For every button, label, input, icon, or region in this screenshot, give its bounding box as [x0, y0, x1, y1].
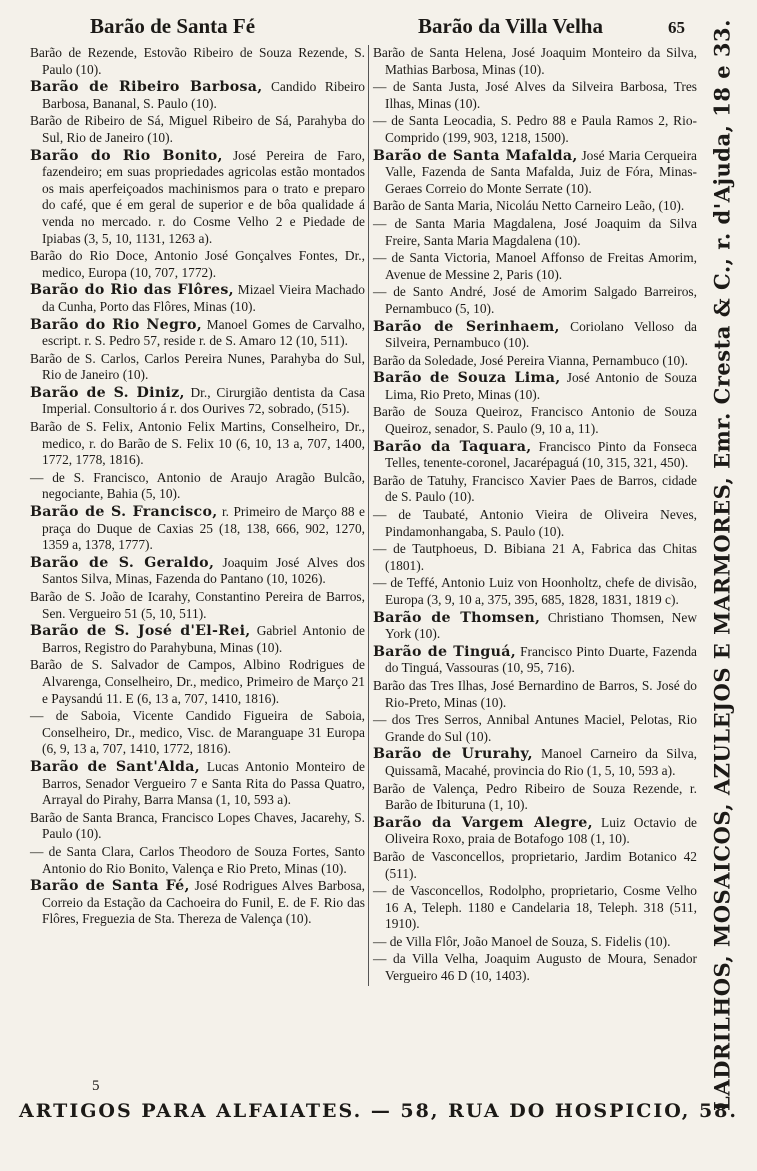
entry-heading: Barão de Tinguá, — [373, 643, 517, 660]
directory-entry — [30, 79, 365, 112]
entry-text: José Rodrigues Alves Barbosa, Correio da Estação da Cachoeira do Funil, E. de F. Rio das Flôres, Freguezia de Sta. Thereza de Valença (10). — [42, 878, 365, 927]
entry-text: Barão de Vasconcellos, proprietario, Jardim Botanico 42 (511). — [373, 848, 697, 881]
entry-text: Barão de S. Felix, Antonio Felix Martins, Conselheiro, Dr., medico, r. do Barão de S. Felix 10 (6, 10, 13 a, 707, 1400, 1772, 1778, 1816). — [30, 419, 365, 468]
entry-text: Coriolano Velloso da Silveira, Pernambuco (10). — [385, 318, 697, 351]
directory-entry — [373, 370, 697, 403]
entry-text: Mizael Vieira Machado da Cunha, Porto das Flôres, Minas (10). — [42, 282, 365, 314]
entry-text: Barão da Soledade, José Pereira Vianna, Pernambuco (10). — [373, 352, 689, 368]
entry-text: — de Santa Justa, José Alves da Silveira Barbosa, Tres Ilhas, Minas (10). — [373, 79, 697, 111]
directory-entry — [373, 198, 697, 215]
entry-heading: Barão do Rio Negro, — [30, 316, 202, 333]
directory-entry — [30, 351, 365, 384]
directory-entry — [373, 610, 697, 643]
entry-text: — de Teffé, Antonio Luiz von Hoonholtz, chefe de divisão, Europa (3, 9, 10 a, 375, 395, 685, 1828, 1831, 1819 c). — [373, 575, 697, 607]
directory-entry — [30, 470, 365, 503]
directory-entry — [30, 282, 365, 315]
directory-entry — [30, 589, 365, 622]
entry-heading: Barão do Rio das Flôres, — [30, 282, 234, 299]
entry-heading: Barão de S. Geraldo, — [30, 554, 215, 571]
entry-text: — de Vasconcellos, Rodolpho, proprietario, Cosme Velho 16 A, Teleph. 1180 e Candelaria 18, Teleph. 318 (511, 1910). — [373, 883, 697, 932]
directory-entry — [373, 815, 697, 848]
entry-heading: Barão de Santa Mafalda, — [373, 147, 578, 164]
directory-entry — [373, 934, 697, 951]
directory-entry — [30, 148, 365, 248]
directory-entry — [373, 439, 697, 472]
directory-entry — [373, 79, 697, 112]
directory-entry — [373, 404, 697, 437]
entry-heading: Barão de Thomsen, — [373, 609, 541, 626]
left-column — [30, 45, 365, 929]
entry-text: — de Santa Clara, Carlos Theodoro de Souza Fortes, Santo Antonio do Rio Bonito, Valença e Rio Preto, Minas (10). — [30, 843, 365, 876]
entry-heading: Barão do Rio Bonito, — [30, 147, 223, 164]
directory-entry — [373, 712, 697, 745]
entry-heading: Barão da Taquara, — [373, 438, 532, 455]
side-advert-text: LADRILHOS, MOSAICOS, AZULEJOS E MARMORES, Emr. Cresta & C., r. d'Ajuda, 18 e 33. — [709, 19, 735, 1111]
directory-entry — [30, 504, 365, 554]
entry-text: — de Saboia, Vicente Candido Figueira de Saboia, Conselheiro, Dr., medico, Visc. de Maranguape 31 Europa (6, 9, 13 a, 707, 1410, 1772, 1816). — [30, 708, 365, 757]
header-right: Barão da Villa Velha — [418, 14, 603, 38]
entry-text: — de Tautphoeus, D. Bibiana 21 A, Fabrica das Chitas (1801). — [373, 541, 697, 573]
directory-entry — [30, 248, 365, 281]
entry-text: Barão das Tres Ilhas, José Bernardino de Barros, S. José do Rio-Preto, Minas (10). — [373, 677, 697, 710]
directory-entry — [373, 507, 697, 540]
directory-entry — [373, 284, 697, 317]
directory-entry — [373, 644, 697, 677]
entry-text: Barão de S. Carlos, Carlos Pereira Nunes, Parahyba do Sul, Rio de Janeiro (10). — [30, 350, 365, 383]
entry-text: — de Santa Leocadia, S. Pedro 88 e Paula Ramos 2, Rio-Comprido (199, 903, 1218, 1500). — [373, 113, 697, 145]
entry-heading: Barão de Ribeiro Barbosa, — [30, 79, 263, 96]
entry-text: — de Villa Flôr, João Manoel de Souza, S. Fidelis (10). — [373, 933, 671, 949]
directory-entry — [373, 849, 697, 882]
entry-heading: Barão da Vargem Alegre, — [373, 814, 593, 831]
entry-text: Manoel Gomes de Carvalho, escript. r. S. Pedro 57, reside r. de S. Amaro 12 (10, 511). — [42, 316, 365, 349]
entry-text: Barão de Santa Helena, José Joaquim Monteiro da Silva, Mathias Barbosa, Minas (10). — [373, 45, 697, 77]
entry-heading: Barão de S. Diniz, — [30, 384, 185, 401]
directory-entry — [373, 746, 697, 779]
directory-entry — [30, 385, 365, 418]
directory-entry — [373, 883, 697, 933]
entry-heading: Barão de Ururahy, — [373, 746, 533, 763]
entry-text: r. Primeiro de Março 88 e praça do Duque de Caxias 25 (18, 138, 666, 902, 1270, 1359 a, 1378, 1777). — [42, 504, 365, 553]
footer-advertisement: ARTIGOS PARA ALFAIATES. — 58, RUA DO HOSPICIO, 58. — [18, 1100, 739, 1122]
directory-entry — [373, 45, 697, 78]
directory-entry — [373, 678, 697, 711]
directory-entry — [373, 319, 697, 352]
entry-heading: Barão de S. José d'El-Rei, — [30, 623, 251, 640]
running-header — [0, 6, 757, 42]
entry-heading: Barão de S. Francisco, — [30, 504, 218, 521]
directory-entry — [30, 810, 365, 843]
entry-text: Barão de Tatuhy, Francisco Xavier Paes de Barros, cidade de S. Paulo (10). — [373, 472, 697, 505]
directory-entry — [30, 708, 365, 758]
directory-entry — [373, 781, 697, 814]
directory-entry — [373, 541, 697, 574]
entry-text: — da Villa Velha, Joaquim Augusto de Moura, Senador Vergueiro 46 D (10, 1403). — [373, 951, 697, 984]
entry-text: — de Taubaté, Antonio Vieira de Oliveira Neves, Pindamonhangaba, S. Paulo (10). — [373, 507, 697, 539]
entry-text: Barão de S. João de Icarahy, Constantino Pereira de Barros, Sen. Vergueiro 51 (5, 10, 511). — [30, 589, 365, 621]
entry-text: — de Santa Maria Magdalena, José Joaquim da Silva Freire, Santa Maria Magdalena (10). — [373, 215, 697, 248]
directory-entry — [30, 113, 365, 146]
entry-text: Barão de S. Salvador de Campos, Albino Rodrigues de Alvarenga, Conselheiro, Dr., medico, Primeiro de Março 21 e Paysandú 11. E (6, 13 a, 707, 1410, 1816). — [30, 657, 365, 706]
entry-text: — de Santo André, José de Amorim Salgado Barreiros, Pernambuco (5, 10). — [373, 284, 697, 316]
directory-entry — [30, 419, 365, 469]
page-number: 65 — [668, 18, 685, 37]
directory-entry — [373, 575, 697, 608]
entry-text: — de Santa Victoria, Manoel Affonso de Freitas Amorim, Avenue de Messine 2, Paris (10). — [373, 250, 697, 282]
entry-text: Barão de Santa Maria, Nicoláu Netto Carneiro Leão, (10). — [373, 198, 685, 214]
entry-text: Christiano Thomsen, New York (10). — [385, 609, 698, 642]
directory-entry — [30, 623, 365, 656]
directory-entry — [373, 148, 697, 198]
directory-entry — [373, 951, 697, 984]
directory-entry — [373, 473, 697, 506]
entry-heading: Barão de Sant'Alda, — [30, 758, 200, 775]
entry-text: Luiz Octavio de Oliveira Roxo, praia de Botafogo 108 (1, 10). — [385, 814, 697, 847]
entry-text: — de S. Francisco, Antonio de Araujo Aragão Bulcão, negociante, Bahia (5, 10). — [30, 469, 365, 502]
entry-text: José Antonio de Souza Lima, Rio Preto, Minas (10). — [385, 370, 697, 402]
directory-entry — [373, 216, 697, 249]
entry-text: Barão de Rezende, Estovão Ribeiro de Souza Rezende, S. Paulo (10). — [30, 45, 365, 77]
directory-entry — [30, 759, 365, 809]
side-advertisement — [698, 19, 746, 1111]
entry-text: Candido Ribeiro Barbosa, Bananal, S. Paulo (10). — [42, 79, 365, 111]
entry-text: Dr., Cirurgião dentista da Casa Imperial. Consultorio á r. dos Ourives 72, sobrado, (515). — [42, 384, 365, 417]
entry-text: Joaquim José Alves dos Santos Silva, Minas, Fazenda do Pantano (10, 1026). — [42, 554, 365, 587]
directory-entry — [373, 353, 697, 370]
entry-text: Francisco Pinto Duarte, Fazenda do Tinguá, Vassouras (10, 95, 716). — [385, 643, 697, 676]
folio-signature: 5 — [92, 1078, 100, 1094]
entry-text: Francisco Pinto da Fonseca Telles, tenente-coronel, Jacarépaguá (10, 315, 321, 450). — [385, 438, 697, 471]
entry-text: Barão de Valença, Pedro Ribeiro de Souza Rezende, r. Barão de Ibituruna (1, 10). — [373, 780, 697, 813]
entry-text: José Pereira de Faro, fazendeiro; em suas propriedades agricolas estão montados os mais aperfeiçoados machinismos para o trato e preparo do café, que é em geral de superior e de bôa qualidade á venda no mercado. r. do Cosme Velho 2 e Piedade de Ipiabas (3, 5, 10, 1131, 1263 a). — [42, 147, 365, 246]
entry-heading: Barão de Santa Fé, — [30, 878, 190, 895]
entry-text: Gabriel Antonio de Barros, Registro do Parahybuna, Minas (10). — [42, 623, 365, 655]
directory-entry — [30, 317, 365, 350]
entry-heading: Barão de Souza Lima, — [373, 370, 561, 387]
directory-entry — [30, 878, 365, 928]
entry-text: Barão de Ribeiro de Sá, Miguel Ribeiro de Sá, Parahyba do Sul, Rio de Janeiro (10). — [30, 113, 365, 145]
directory-entry — [30, 844, 365, 877]
entry-text: Barão de Souza Queiroz, Francisco Antonio de Souza Queiroz, senador, S. Paulo (9, 10 a, 11). — [373, 404, 697, 437]
directory-entry — [30, 45, 365, 78]
entry-heading: Barão de Serinhaem, — [373, 318, 560, 335]
directory-entry — [30, 657, 365, 707]
entry-text: Barão do Rio Doce, Antonio José Gonçalves Fontes, Dr., medico, Europa (10, 707, 1772). — [30, 248, 365, 280]
entry-text: — dos Tres Serros, Annibal Antunes Maciel, Pelotas, Rio Grande do Sul (10). — [373, 712, 697, 744]
header-left: Barão de Santa Fé — [90, 14, 256, 38]
entry-text: Lucas Antonio Monteiro de Barros, Senador Vergueiro 7 e Santa Rita do Passa Quatro, Arrayal do Pirahy, Barra Mansa (1, 10, 593 a). — [42, 758, 365, 808]
entry-text: Barão de Santa Branca, Francisco Lopes Chaves, Jacarehy, S. Paulo (10). — [30, 809, 365, 842]
entry-text: José Maria Cerqueira Valle, Fazenda de Santa Mafalda, Juiz de Fóra, Minas-Geraes Correio do Monte Serrate (10). — [385, 147, 697, 196]
directory-entry — [30, 555, 365, 588]
right-column — [368, 45, 697, 986]
directory-entry — [373, 250, 697, 283]
entry-text: Manoel Carneiro da Silva, Quissamã, Macahé, provincia do Rio (1, 5, 10, 593 a). — [385, 746, 697, 778]
directory-entry — [373, 113, 697, 146]
